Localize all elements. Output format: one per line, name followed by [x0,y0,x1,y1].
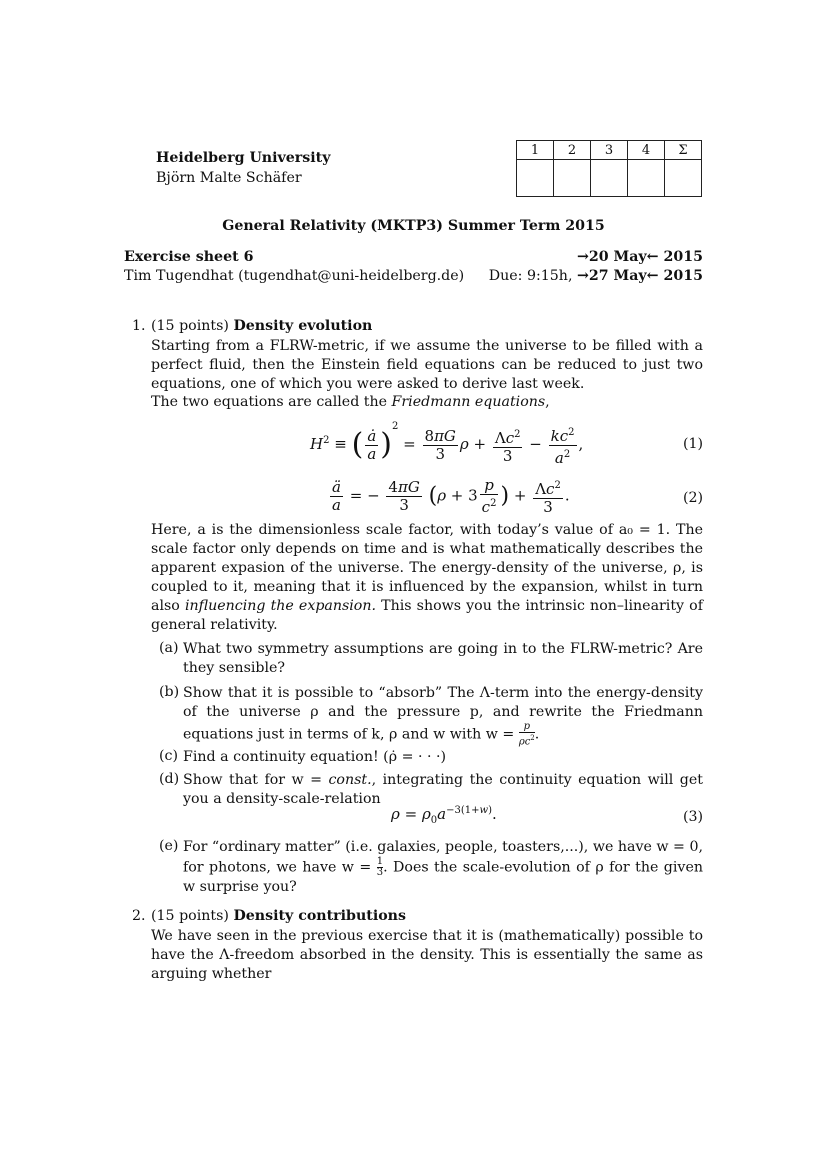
score-cell-2 [554,160,591,197]
tutor-contact: Tim Tugendhat (tugendhat@uni-heidelberg.de) [124,268,465,284]
due-date-text: →27 May← 2015 [576,268,703,284]
equation-1: $H^2$ ≡ ( $\frac{ȧ}{a}$ )$^2$ = $\frac{8\pi G}{3}$ ρ + $\frac{\Lambda c^2}{3}$ − $\frac{kc^2}{a^2}$ , [310,421,584,467]
problem-1-body [151,521,703,635]
body-text-b: This shows you the intrinsic non–linearity of general relativity. [151,598,703,633]
equation-3-number: (3) [683,809,704,825]
item-d-text-b: , integrating the continuity equation will get you a density-scale-relation [183,772,703,807]
score-cell-3 [591,160,628,197]
item-d-emphasis: const. [328,772,372,788]
equation-2-number: (2) [683,490,704,506]
problem-1-points: (15 points) [151,318,229,334]
issue-date-text: →20 May← 2015 [576,249,703,265]
intro2-text-a: The two equations are called the [151,394,392,410]
problem-1-heading [151,318,372,334]
problem-1-number: 1. [132,318,146,334]
item-a-text: What two symmetry assumptions are going in to the FLRW-metric? Are they sensible? [183,641,703,676]
item-d-text-a: Show that for w = [183,772,329,788]
item-d-text [183,771,703,809]
score-col-3: 3 [591,141,628,160]
problem-2-heading [151,908,406,924]
due-prefix: Due: 9:15h, [488,268,577,284]
item-e-text-a: For “ordinary matter” (i.e. galaxies, people, toasters,...), we have w = 0, for photons, we have w = [183,839,703,876]
problem-2-text: We have seen in the previous exercise that it is (mathematically) possible to have the Λ-freedom absorbed in the density. This is essentially the same as arguing whether [151,928,703,982]
course-title: General Relativity (MKTP3) Summer Term 2015 [222,218,605,234]
item-c-label: (c) [159,748,179,764]
score-table [516,140,702,197]
problem-2-number: 2. [132,908,146,924]
problem-2-title: Density contributions [233,908,406,924]
university-name: Heidelberg University [156,150,331,166]
issue-date [400,249,703,265]
score-cell-1 [517,160,554,197]
item-b-label: (b) [159,684,180,700]
intro2-text-b: , [545,394,550,410]
score-cell-4 [628,160,665,197]
body-emphasis: influencing the expansion. [184,598,377,614]
score-col-sum: Σ [665,141,702,160]
body-text-a: Here, a is the dimensionless scale factor, with today’s value of a₀ = 1. The scale factor only depends on time and is what mathematically describes the apparent expasion of the universe. The energy-density of the universe, ρ, is coupled to it, meaning that it is influenced by the expansion, whilst in turn also [151,522,703,614]
equation-2: $\frac{ä}{a}$ = − $\frac{4\pi G}{3}$ (ρ + 3 $\frac{p}{c^2}$ ) + $\frac{\Lambda c^2}{3}$ . [332,476,570,516]
problem-1-intro-2 [151,394,550,410]
w-fraction: $\frac{p}{\rho c^2}$ [518,721,535,748]
problem-1-intro: Starting from a FLRW-metric, if we assume the universe to be filled with a perfect fluid, then the Einstein field equations can be reduced to just two equations, one of which you were asked to derive last week. [151,338,703,392]
sheet-title: Exercise sheet 6 [124,249,254,265]
problem-1-title: Density evolution [233,318,373,334]
equation-3: $\rho = \rho_0a^{-3(1+w)}$. [391,805,497,826]
score-cell-sum [665,160,702,197]
score-col-1: 1 [517,141,554,160]
lecturer-name: Björn Malte Schäfer [156,170,302,186]
problem-2-points: (15 points) [151,908,229,924]
item-d-label: (d) [159,771,180,787]
item-e-text [183,838,703,897]
item-e-text-b: . Does the scale-evolution of ρ for the given w surprise you? [183,859,703,895]
item-b-text-a: Show that it is possible to “absorb” The Λ-term into the energy-density of the universe ρ and the pressure p, and rewrite the Friedmann equations just in terms of k, ρ and w with w = [183,685,703,743]
item-b-text-b: . [534,726,540,743]
item-a-label: (a) [159,640,179,656]
item-c-text: Find a continuity equation! (ρ̇ = · · ·) [183,749,447,765]
intro2-emphasis: Friedmann equations [391,394,546,410]
item-b-text [183,684,703,747]
score-col-4: 4 [628,141,665,160]
equation-1-number: (1) [683,436,704,452]
one-third-fraction: $\frac{1}{3}$ [376,856,384,878]
due-date [400,268,703,284]
item-e-label: (e) [159,838,179,854]
score-col-2: 2 [554,141,591,160]
